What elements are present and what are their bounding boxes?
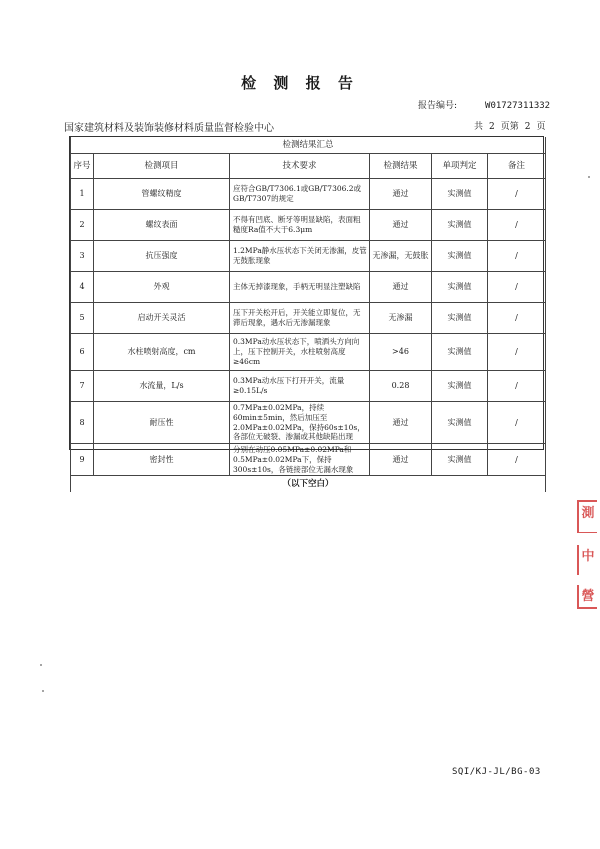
seal-stamp-top: 測 <box>577 500 597 533</box>
table-row <box>71 272 546 303</box>
row-result: 通过 <box>370 272 432 303</box>
row-remark: / <box>488 210 546 241</box>
row-judgement: 实测值 <box>432 303 488 334</box>
row-judgement: 实测值 <box>432 241 488 272</box>
report-number-label: 报告编号: <box>418 101 458 111</box>
table-row <box>71 179 546 210</box>
results-table <box>70 137 546 492</box>
row-result: 无渗漏，无鼓胀 <box>370 241 432 272</box>
row-item: 管螺纹精度 <box>94 179 230 210</box>
row-no: 5 <box>71 303 94 334</box>
row-result: 通过 <box>370 210 432 241</box>
report-number-value: W01727311332 <box>485 101 551 111</box>
table-row <box>71 371 546 402</box>
table-header-row <box>71 154 546 179</box>
row-remark: / <box>488 371 546 402</box>
seal-stamp-middle: 中 <box>577 545 597 575</box>
row-requirement: 0.3MPa动水压状态下，喷洒头方向向上，压下控制开关，水柱喷射高度≥46cm <box>230 334 370 371</box>
page-suffix: 页 <box>536 122 546 132</box>
page-total: 2 <box>489 122 495 132</box>
row-judgement: 实测值 <box>432 444 488 476</box>
row-requirement: 0.3MPa动水压下打开开关，流量≥0.15L/s <box>230 371 370 402</box>
page-current: 2 <box>524 122 531 132</box>
row-remark: / <box>488 303 546 334</box>
page-indicator <box>474 119 546 132</box>
report-number <box>418 98 550 111</box>
row-no: 2 <box>71 210 94 241</box>
row-judgement: 实测值 <box>432 210 488 241</box>
row-result: 通过 <box>370 402 432 444</box>
header-result: 检测结果 <box>370 154 432 179</box>
row-remark: / <box>488 334 546 371</box>
blank-note-row <box>71 476 546 493</box>
row-remark: / <box>488 272 546 303</box>
row-result: 无渗漏 <box>370 303 432 334</box>
row-item: 水流量，L/s <box>94 371 230 402</box>
row-judgement: 实测值 <box>432 402 488 444</box>
blank-note: （以下空白） <box>71 476 546 493</box>
row-result: 通过 <box>370 444 432 476</box>
row-remark: / <box>488 444 546 476</box>
row-judgement: 实测值 <box>432 272 488 303</box>
table-row <box>71 303 546 334</box>
table-row <box>71 402 546 444</box>
page-total-label: 共 <box>474 122 484 132</box>
row-requirement: 0.7MPa±0.02MPa，持续60min±5min，然后加压至2.0MPa±0.02MPa，保持60s±10s，各部位无破裂、渗漏或其他缺陷出现 <box>230 402 370 444</box>
row-judgement: 实测值 <box>432 334 488 371</box>
row-no: 3 <box>71 241 94 272</box>
results-table-container <box>69 136 544 489</box>
row-result: >46 <box>370 334 432 371</box>
row-result: 0.28 <box>370 371 432 402</box>
header-no: 序号 <box>71 154 94 179</box>
row-requirement: 分别在动压0.05MPa±0.02MPa和0.5MPa±0.02MPa下，保持300s±10s，各链接部位无漏水现象 <box>230 444 370 476</box>
row-remark: / <box>488 241 546 272</box>
header-remark: 备注 <box>488 154 546 179</box>
scan-speck <box>42 690 44 692</box>
table-row <box>71 241 546 272</box>
table-row <box>71 444 546 476</box>
row-no: 9 <box>71 444 94 476</box>
document-code: SQI/KJ-JL/BG-03 <box>452 767 541 777</box>
row-no: 6 <box>71 334 94 371</box>
row-remark: / <box>488 179 546 210</box>
page-current-label: 页第 <box>500 122 519 132</box>
row-result: 通过 <box>370 179 432 210</box>
seal-stamp-bottom: 營 <box>577 585 597 609</box>
row-requirement: 主体无掉漆现象，手柄无明显注塑缺陷 <box>230 272 370 303</box>
summary-title: 检测结果汇总 <box>71 137 546 154</box>
row-requirement: 应符合GB/T7306.1或GB/T7306.2或GB/T7307的规定 <box>230 179 370 210</box>
row-item: 水柱喷射高度，cm <box>94 334 230 371</box>
table-row <box>71 334 546 371</box>
row-item: 抗压强度 <box>94 241 230 272</box>
summary-title-row <box>71 137 546 154</box>
row-requirement: 1.2MPa静水压状态下关闭无渗漏，皮管无鼓胀现象 <box>230 241 370 272</box>
row-no: 8 <box>71 402 94 444</box>
row-judgement: 实测值 <box>432 179 488 210</box>
row-item: 螺纹表面 <box>94 210 230 241</box>
row-item: 密封性 <box>94 444 230 476</box>
scan-speck <box>40 664 42 666</box>
row-no: 4 <box>71 272 94 303</box>
row-no: 7 <box>71 371 94 402</box>
row-judgement: 实测值 <box>432 371 488 402</box>
row-remark: / <box>488 402 546 444</box>
header-item: 检测项目 <box>94 154 230 179</box>
organization-name: 国家建筑材料及装饰装修材料质量监督检验中心 <box>64 123 274 134</box>
row-requirement: 不得有凹底、断牙等明显缺陷，表面粗糙度Ra值不大于6.3μm <box>230 210 370 241</box>
row-item: 启动开关灵活 <box>94 303 230 334</box>
table-row <box>71 210 546 241</box>
header-judgement: 单项判定 <box>432 154 488 179</box>
report-title: 检 测 报 告 <box>241 74 359 92</box>
row-item: 耐压性 <box>94 402 230 444</box>
scan-speck <box>588 176 590 178</box>
row-requirement: 压下开关松开后，开关能立即复位，无滞后现象，遇水后无渗漏现象 <box>230 303 370 334</box>
header-requirement: 技术要求 <box>230 154 370 179</box>
row-item: 外观 <box>94 272 230 303</box>
row-no: 1 <box>71 179 94 210</box>
